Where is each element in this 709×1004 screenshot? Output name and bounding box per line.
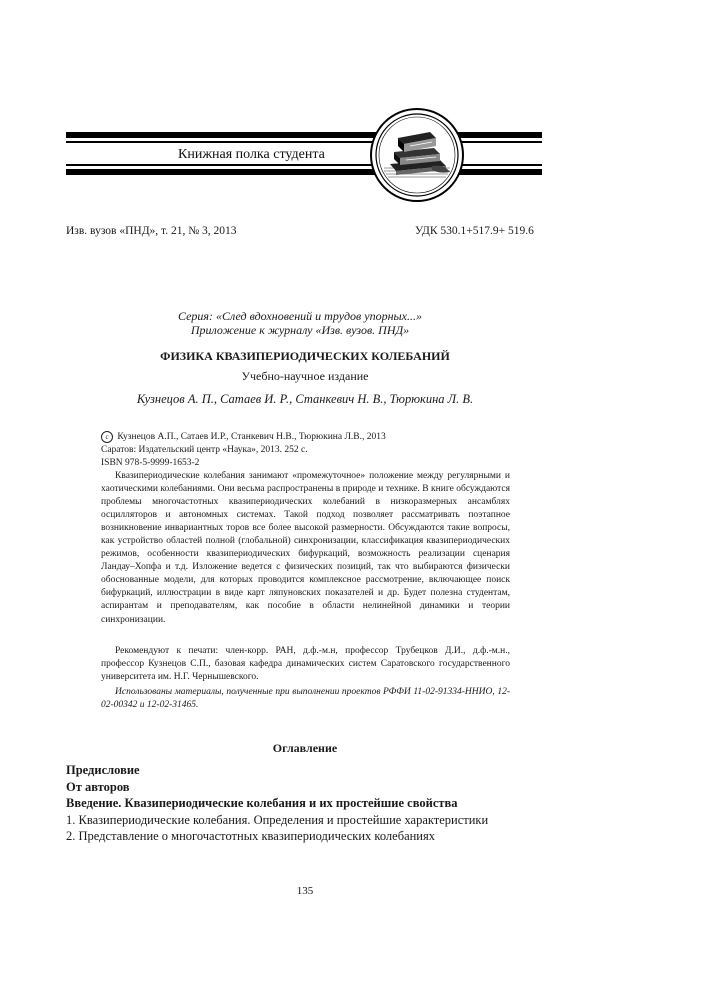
toc-item: 1. Квазипериодические колебания. Определения и простейшие характеристики — [66, 812, 489, 827]
series-line: Приложение к журналу «Изв. вузов. ПНД» — [190, 323, 410, 337]
table-of-contents — [66, 762, 546, 845]
funding-note: Использованы материалы, полученные при выполнении проектов РФФИ 11-02-91334-ННИО, 12-02-00342 и 12-02-31465. — [101, 687, 510, 711]
series-info — [150, 309, 450, 337]
book-title: ФИЗИКА КВАЗИПЕРИОДИЧЕСКИХ КОЛЕБАНИЙ — [160, 349, 450, 363]
page-number: 135 — [296, 885, 314, 897]
recommendation-paragraph: Рекомендуют к печати: член-корр. РАН, д.ф.-м.н, профессор Трубецков Д.И., д.ф.-м.н., профессор Кузнецов С.П., базовая кафедра динамических систем Саратовского государственного университета им. Н.Г. Чернышевского. — [101, 646, 510, 683]
publisher-line: Саратов: Издательский центр «Наука», 2013. 252 с. — [101, 445, 308, 456]
isbn-line: ISBN 978-5-9999-1653-2 — [101, 458, 200, 469]
toc-item: Введение. Квазипериодические колебания и их простейшие свойства — [66, 796, 458, 810]
copyright-line — [101, 431, 511, 444]
toc-item: Предисловие — [66, 763, 140, 777]
banner-rule — [66, 132, 542, 138]
banner-rule — [66, 164, 542, 166]
edition-type: Учебно-научное издание — [241, 369, 369, 383]
header-banner — [66, 128, 542, 178]
authors: Кузнецов А. П., Сатаев И. Р., Станкевич Н. В., Тюрюкина Л. В. — [136, 392, 474, 406]
banner-rule — [66, 169, 542, 175]
toc-item: От авторов — [66, 779, 130, 794]
udc-code: УДК 530.1+517.9+ 519.6 — [415, 225, 534, 237]
banner-label: Книжная полка студента — [172, 146, 358, 163]
journal-reference: Изв. вузов «ПНД», т. 21, № 3, 2013 — [66, 225, 237, 237]
copyright-icon: c — [101, 431, 113, 443]
toc-heading: Оглавление — [272, 741, 338, 755]
banner-rule — [66, 141, 542, 143]
book-stack-emblem-icon — [370, 108, 464, 202]
bibliography — [101, 431, 511, 470]
abstract-paragraph: Квазипериодические колебания занимают «промежуточное» положение между регулярными и хаотическими колебаниями. Они весьма распространены в природе и технике. В книге обсуждаются проблемы многочастотных квазипериодических колебаний в низкоразмерных ансамблях осцилляторов и автономных системах. Такой подход позволяет рассматривать поэтапное возникновение инвариантных торов все более высокой размерности. Обсуждаются такие вопросы, как устройство областей полной (глобальной) синхронизации, классификация квазипериодических режимов, особенности квазипериодических бифуркаций, возможность реализации сценария Ландау–Хопфа и т.д. Изложение ведется с физических позиций, так что выбираются физически обоснованные модели, для которых проводится комплексное рассмотрение, включающее поиск бифуркаций, иллюстрации в виде карт ляпуновских показателей и др. Будет полезна студентам, аспирантам и преподавателям, как пособие в области нелинейной динамики и теории синхронизации. — [101, 471, 510, 625]
copyright-text: Кузнецов А.П., Сатаев И.Р., Станкевич Н.В., Тюрюкина Л.В., 2013 — [117, 432, 386, 443]
toc-item: 2. Представление о многочастотных квазипериодических колебаниях — [66, 829, 435, 843]
series-line: Серия: «След вдохновений и трудов упорных...» — [177, 309, 422, 323]
